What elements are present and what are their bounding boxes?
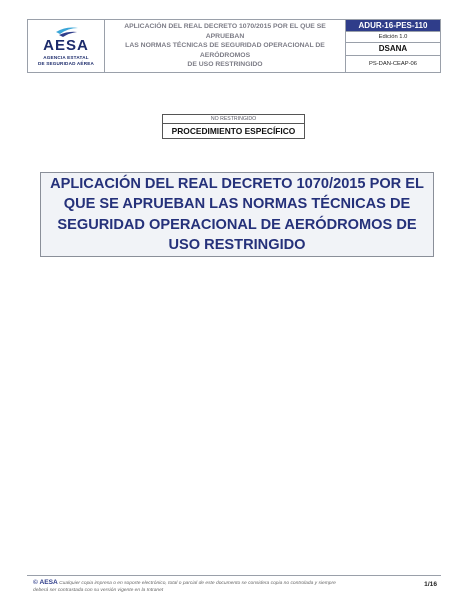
page-number: 1/16 xyxy=(424,581,437,588)
classification-level: NO RESTRINGIDO xyxy=(163,115,304,124)
footer-divider xyxy=(27,575,441,576)
footer-notice xyxy=(33,579,373,594)
logo-wordmark: AESA xyxy=(43,37,89,54)
footer-brand: © AESA xyxy=(33,579,58,586)
edition-label: Edición 1.0 xyxy=(346,31,440,42)
doc-code: ADUR-16-PES-110 xyxy=(346,20,440,31)
footer-notice-line1: Cualquier copia impresa o en soporte electrónico, total o parcial de este documento se considera copia no controlada y siempre xyxy=(59,581,336,586)
department-label: DSANA xyxy=(346,42,440,55)
footer-notice-line2: deberá ser contrastada con su versión vigente en la Intranet xyxy=(33,588,164,594)
header-title-line3: DE USO RESTRINGIDO xyxy=(187,61,263,69)
logo-cell xyxy=(28,20,105,73)
classification-box xyxy=(162,114,305,139)
logo-subtitle-line2: DE SEGURIDAD AÉREA xyxy=(37,60,94,66)
header-title xyxy=(105,20,346,73)
header-title-line1: APLICACIÓN DEL REAL DECRETO 1070/2015 POR EL QUE SE APRUEBAN xyxy=(124,23,326,40)
aesa-logo xyxy=(30,23,102,69)
main-title: APLICACIÓN DEL REAL DECRETO 1070/2015 POR EL QUE SE APRUEBAN LAS NORMAS TÉCNICAS DE SEGURIDAD OPERACIONAL DE AERÓDROMOS DE USO RESTRINGIDO xyxy=(50,176,424,253)
reference-code: PS-DAN-CEAP-06 xyxy=(346,55,440,72)
document-header xyxy=(27,19,441,73)
doc-info-cell xyxy=(346,20,441,73)
document-type: PROCEDIMIENTO ESPECÍFICO xyxy=(171,126,296,136)
main-title-box xyxy=(40,172,434,257)
logo-subtitle-line1: AGENCIA ESTATAL xyxy=(43,55,89,60)
header-title-line2: LAS NORMAS TÉCNICAS DE SEGURIDAD OPERACIONAL DE AERÓDROMOS xyxy=(125,42,325,59)
